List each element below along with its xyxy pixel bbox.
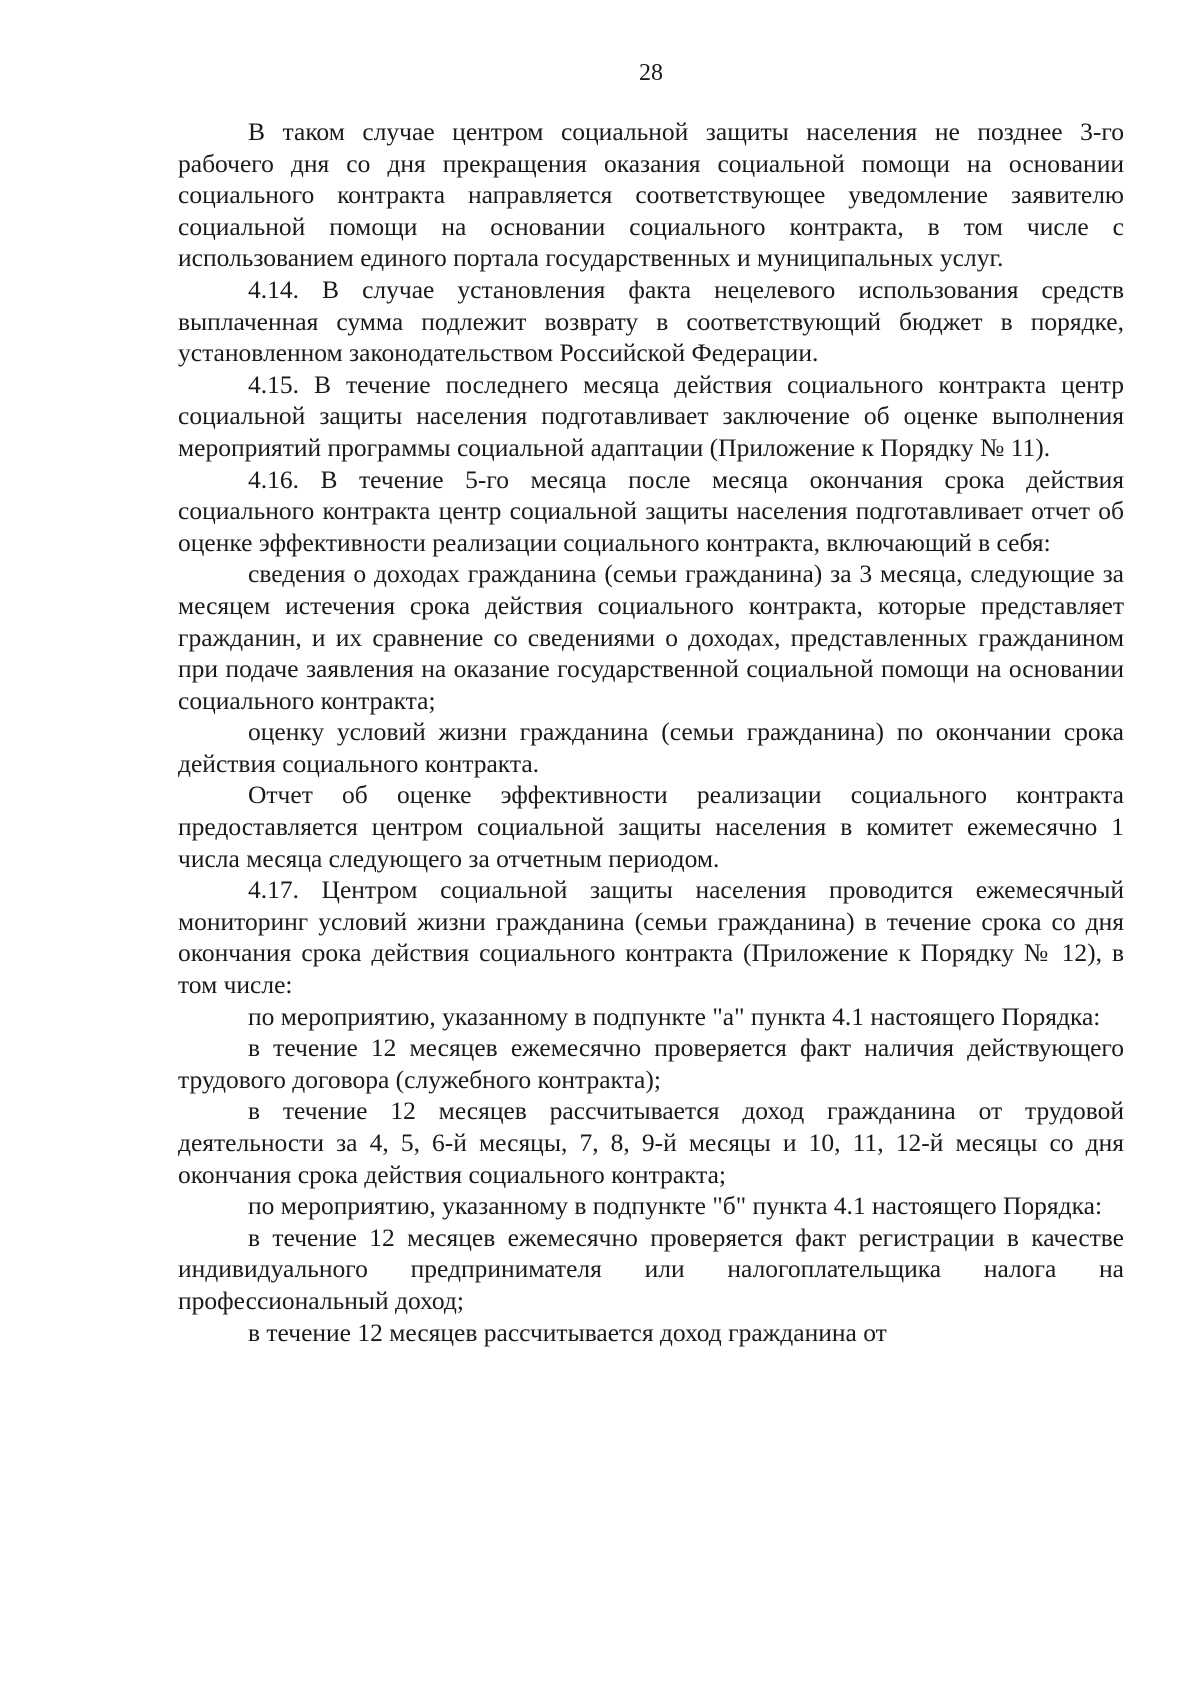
paragraph-notification: В таком случае центром социальной защиты населения не позднее 3-го рабочего дня со дня прекращения оказания социальной помощи на основании социального контракта направляется соответствующее уведомление заявителю социальной помощи на основании социального контракта, в том числе с использованием единого портала государственных и муниципальных услуг. [178,117,1124,273]
paragraph-measure-b: по мероприятию, указанному в подпункте "б" пункта 4.1 настоящего Порядка: [248,1191,1103,1221]
paragraph-income-calc-continued: в течение 12 месяцев рассчитывается доход гражданина от [248,1317,887,1347]
page-number: 28 [639,60,663,86]
paragraph-employment-check: в течение 12 месяцев ежемесячно проверяется факт наличия действующего трудового договора (служебного контракта); [178,1033,1124,1094]
document-page [178,58,1124,1348]
paragraph-income-info: сведения о доходах гражданина (семьи гражданина) за 3 месяца, следующие за месяцем истечения срока действия социального контракта, которые представляет гражданин, и их сравнение со сведениями о доходах, представленных гражданином при подаче заявления на оказание государственной социальной помощи на основании социального контракта; [178,559,1124,715]
paragraph-report: Отчет об оценке эффективности реализации социального контракта предоставляется центром социальной защиты населения в комитет ежемесячно 1 числа месяца следующего за отчетным периодом. [178,780,1124,873]
paragraph-living-conditions: оценку условий жизни гражданина (семьи гражданина) по окончании срока действия социального контракта. [178,717,1124,778]
paragraph-measure-a: по мероприятию, указанному в подпункте "а" пункта 4.1 настоящего Порядка: [248,1001,1101,1031]
paragraph-4-16: 4.16. В течение 5-го месяца после месяца окончания срока действия социального контракта центр социальной защиты населения подготавливает отчет об оценке эффективности реализации социального контракта, включающий в себя: [178,464,1124,557]
paragraph-4-15: 4.15. В течение последнего месяца действия социального контракта центр социальной защиты населения подготавливает заключение об оценке выполнения мероприятий программы социальной адаптации (Приложение к Порядку № 11). [178,369,1124,462]
paragraph-4-14: 4.14. В случае установления факта нецелевого использования средств выплаченная сумма подлежит возврату в соответствующий бюджет в порядке, установленном законодательством Российской Федерации. [178,274,1124,368]
paragraph-4-17: 4.17. Центром социальной защиты населения проводится ежемесячный мониторинг условий жизни гражданина (семьи гражданина) в течение срока со дня окончания срока действия социального контракта (Приложение к Порядку № 12), в том числе: [178,875,1124,1000]
paragraph-registration-check: в течение 12 месяцев ежемесячно проверяется факт регистрации в качестве индивидуального предпринимателя или налогоплательщика налога на профессиональный доход; [178,1222,1124,1315]
paragraph-income-calc: в течение 12 месяцев рассчитывается доход гражданина от трудовой деятельности за 4, 5, 6-й месяцы, 7, 8, 9-й месяцы и 10, 11, 12-й месяцы со дня окончания срока действия социального контракта; [178,1096,1124,1189]
